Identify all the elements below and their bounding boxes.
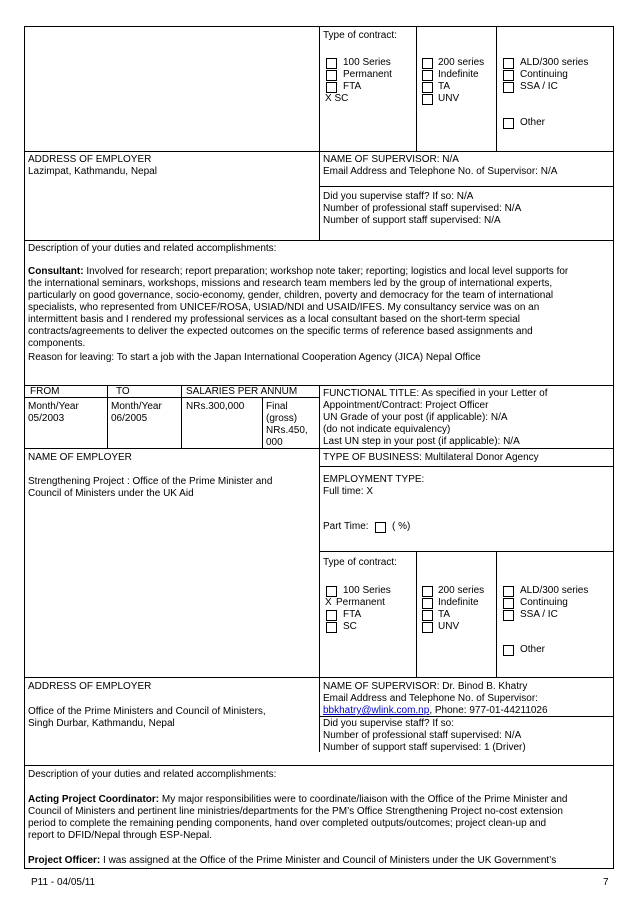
checkbox-other[interactable] — [503, 118, 514, 129]
option-label: SC — [343, 621, 357, 632]
table-border — [319, 26, 320, 240]
to-value: 06/2005 — [111, 413, 148, 424]
salary-final-line: NRs.450, — [266, 425, 308, 436]
part-time-percent: ( %) — [392, 521, 411, 532]
duties-line: specialists, who represented from UNICEF/ROSA, USIAD/NDI and USAID/IFES. My consultancy service was on an — [28, 302, 540, 313]
option-label: Permanent — [343, 69, 392, 80]
checkbox-unv[interactable] — [422, 94, 433, 105]
table-border — [319, 551, 614, 552]
option-label: FTA — [343, 81, 362, 92]
checkbox-ta[interactable] — [422, 82, 433, 93]
checkbox-indefinite[interactable] — [422, 70, 433, 81]
table-border — [496, 26, 497, 151]
checkbox-sc[interactable] — [326, 622, 337, 633]
checkbox-ssa-ic[interactable] — [503, 82, 514, 93]
option-label: Other — [520, 644, 546, 655]
table-border — [24, 765, 614, 766]
checkbox-fta[interactable] — [326, 82, 337, 93]
functional-line: Appointment/Contract: Project Officer — [323, 400, 489, 411]
option-label: 200 series — [438, 585, 485, 596]
duties-line: contracts/agreements to deliver the expected outcomes on the specific terms of reference based assignments and — [28, 326, 533, 337]
option-label: Other — [520, 117, 546, 128]
table-border — [319, 186, 614, 187]
table-border — [319, 466, 614, 467]
checkbox-continuing[interactable] — [503, 70, 514, 81]
table-border — [24, 448, 614, 449]
checkbox-indefinite[interactable] — [422, 598, 433, 609]
professional-staff: Number of professional staff supervised: N/A — [323, 730, 522, 741]
option-label: Continuing — [520, 597, 568, 608]
option-label: ALD/300 series — [520, 57, 589, 68]
supervisor-name: NAME OF SUPERVISOR: Dr. Binod B. Khatry — [323, 681, 528, 692]
role-title: Project Officer: — [28, 855, 101, 866]
checkbox-ta[interactable] — [422, 610, 433, 621]
support-staff: Number of support staff supervised: 1 (Driver) — [323, 742, 526, 753]
duties-line-2 — [28, 855, 556, 867]
footer-form-id: P11 - 04/05/11 — [31, 877, 96, 888]
supervisor-contact: Email Address and Telephone No. of Supervisor: N/A — [323, 166, 558, 177]
table-border — [24, 240, 614, 241]
duties-line: report to DFID/Nepal through ESP-Nepal. — [28, 830, 212, 841]
option-label: UNV — [438, 93, 460, 104]
from-label: FROM — [30, 386, 60, 397]
table-border — [24, 868, 614, 869]
duties-line: the international seminars, workshops, missions and research team members led by the group of international experts, — [28, 278, 553, 289]
option-label-sc: X SC — [325, 93, 349, 104]
option-label: Continuing — [520, 69, 568, 80]
option-label: 100 Series — [343, 585, 391, 596]
table-border — [24, 26, 25, 868]
supervisor-name: NAME OF SUPERVISOR: N/A — [323, 154, 459, 165]
checkbox-ald-300[interactable] — [503, 58, 514, 69]
option-label: SSA / IC — [520, 81, 558, 92]
option-label: Indefinite — [438, 597, 479, 608]
salary-final-line: Final — [266, 401, 288, 412]
table-border — [416, 551, 417, 677]
duties-line: particularly on good governance, socio-economy, gender, children, poverty and democracy for the team of international — [28, 290, 554, 301]
table-border — [24, 151, 614, 152]
contract-type-title: Type of contract: — [323, 557, 397, 568]
address-line: Singh Durbar, Kathmandu, Nepal — [28, 718, 175, 729]
business-type: TYPE OF BUSINESS: Multilateral Donor Agency — [323, 452, 539, 463]
address-label: ADDRESS OF EMPLOYER — [28, 681, 152, 692]
table-border — [181, 385, 182, 448]
supervised-question: Did you supervise staff? If so: N/A — [323, 191, 474, 202]
address-value: Lazimpat, Kathmandu, Nepal — [28, 166, 157, 177]
table-border — [613, 26, 614, 868]
part-time: Part Time: — [323, 521, 369, 532]
salary-final-line: (gross) — [266, 413, 298, 424]
duties-label: Description of your duties and related accomplishments: — [28, 243, 277, 254]
option-label: ALD/300 series — [520, 585, 589, 596]
address-line: Office of the Prime Ministers and Council of Ministers, — [28, 706, 266, 717]
option-label: TA — [438, 81, 451, 92]
salary-start: NRs.300,000 — [186, 401, 245, 412]
functional-line: FUNCTIONAL TITLE: As specified in your Letter of — [323, 388, 548, 399]
table-border — [319, 385, 320, 752]
option-label: 100 Series — [343, 57, 391, 68]
checkbox-ald-300[interactable] — [503, 586, 514, 597]
employer-label: NAME OF EMPLOYER — [28, 452, 132, 463]
checkbox-fta[interactable] — [326, 610, 337, 621]
table-border — [262, 398, 263, 448]
from-unit: Month/Year — [28, 401, 79, 412]
duties-line: period to complete the remaining pending components, hand over completed outputs/outcomes; project clean-up and — [28, 818, 547, 829]
option-label: SSA / IC — [520, 609, 558, 620]
functional-title — [323, 388, 548, 448]
duties-label: Description of your duties and related accomplishments: — [28, 769, 277, 780]
functional-line: (do not indicate equivalency) — [323, 424, 451, 435]
checkbox-continuing[interactable] — [503, 598, 514, 609]
from-value: 05/2003 — [28, 413, 65, 424]
supervisor-contact: Email Address and Telephone No. of Supervisor: — [323, 693, 538, 704]
duties-line: Council of Ministers and pertinent line ministries/departments for the PM’s Office Strengthening Project no-cost extension — [28, 806, 563, 817]
table-border — [24, 677, 614, 678]
supervisor-phone: , Phone: 977-01-44211026 — [429, 705, 548, 716]
employer-line: Council of Ministers under the UK Aid — [28, 488, 194, 499]
duties-line: My major responsibilities were to coordinate/liaison with the Office of the Prime Minister and — [161, 794, 568, 805]
checkbox-part-time[interactable] — [375, 522, 386, 533]
table-border — [496, 551, 497, 677]
full-time: Full time: X — [323, 486, 374, 497]
to-label: TO — [116, 386, 130, 397]
duties-description — [28, 794, 610, 842]
support-staff: Number of support staff supervised: N/A — [323, 215, 501, 226]
address-label: ADDRESS OF EMPLOYER — [28, 154, 152, 165]
checkbox-ssa-ic[interactable] — [503, 610, 514, 621]
role-title: Consultant: — [28, 266, 84, 277]
employment-type-label: EMPLOYMENT TYPE: — [323, 474, 425, 485]
option-label: FTA — [343, 609, 362, 620]
salary-final-line: 000 — [266, 437, 283, 448]
page-number: 7 — [603, 877, 609, 888]
salary-label: SALARIES PER ANNUM — [186, 386, 298, 397]
option-label: Permanent — [336, 597, 385, 608]
duties-line: I was assigned at the Office of the Prime Minister and Council of Ministers under the UK Government’s — [103, 855, 557, 866]
professional-staff: Number of professional staff supervised: N/A — [323, 203, 522, 214]
role-title: Acting Project Coordinator: — [28, 794, 160, 805]
checkbox-other[interactable] — [503, 645, 514, 656]
checkbox-200-series[interactable] — [422, 586, 433, 597]
option-label: 200 series — [438, 57, 485, 68]
supervisor-email-link[interactable]: bbkhatry@wlink.com.np — [323, 705, 430, 716]
option-label: UNV — [438, 621, 460, 632]
checkbox-100-series[interactable] — [326, 586, 337, 597]
duties-description — [28, 266, 610, 350]
checkbox-200-series[interactable] — [422, 58, 433, 69]
permanent-mark: X — [325, 597, 332, 608]
option-label: TA — [438, 609, 451, 620]
table-border — [416, 26, 417, 151]
duties-line: Involved for research; report preparation; workshop note taker; reporting; logistics and local level supports for — [86, 266, 569, 277]
checkbox-permanent[interactable] — [326, 70, 337, 81]
to-unit: Month/Year — [111, 401, 162, 412]
duties-line: components. — [28, 338, 86, 349]
checkbox-unv[interactable] — [422, 622, 433, 633]
supervised-question: Did you supervise staff? If so: — [323, 718, 454, 729]
duties-line: intermittent basis and I rendered my professional services as a local consultant based on the short-term special — [28, 314, 520, 325]
contract-type-title: Type of contract: — [323, 30, 397, 41]
option-label: Indefinite — [438, 69, 479, 80]
salary-final — [266, 401, 308, 449]
reason-for-leaving: Reason for leaving: To start a job with the Japan International Cooperation Agency (JICA) Nepal Office — [28, 352, 481, 363]
employer-line: Strengthening Project : Office of the Prime Minister and — [28, 476, 273, 487]
functional-line: UN Grade of your post (if applicable): N/A — [323, 412, 508, 423]
checkbox-100-series[interactable] — [326, 58, 337, 69]
table-border — [107, 385, 108, 448]
functional-line: Last UN step in your post (if applicable): N/A — [323, 436, 520, 447]
table-border — [319, 716, 614, 717]
